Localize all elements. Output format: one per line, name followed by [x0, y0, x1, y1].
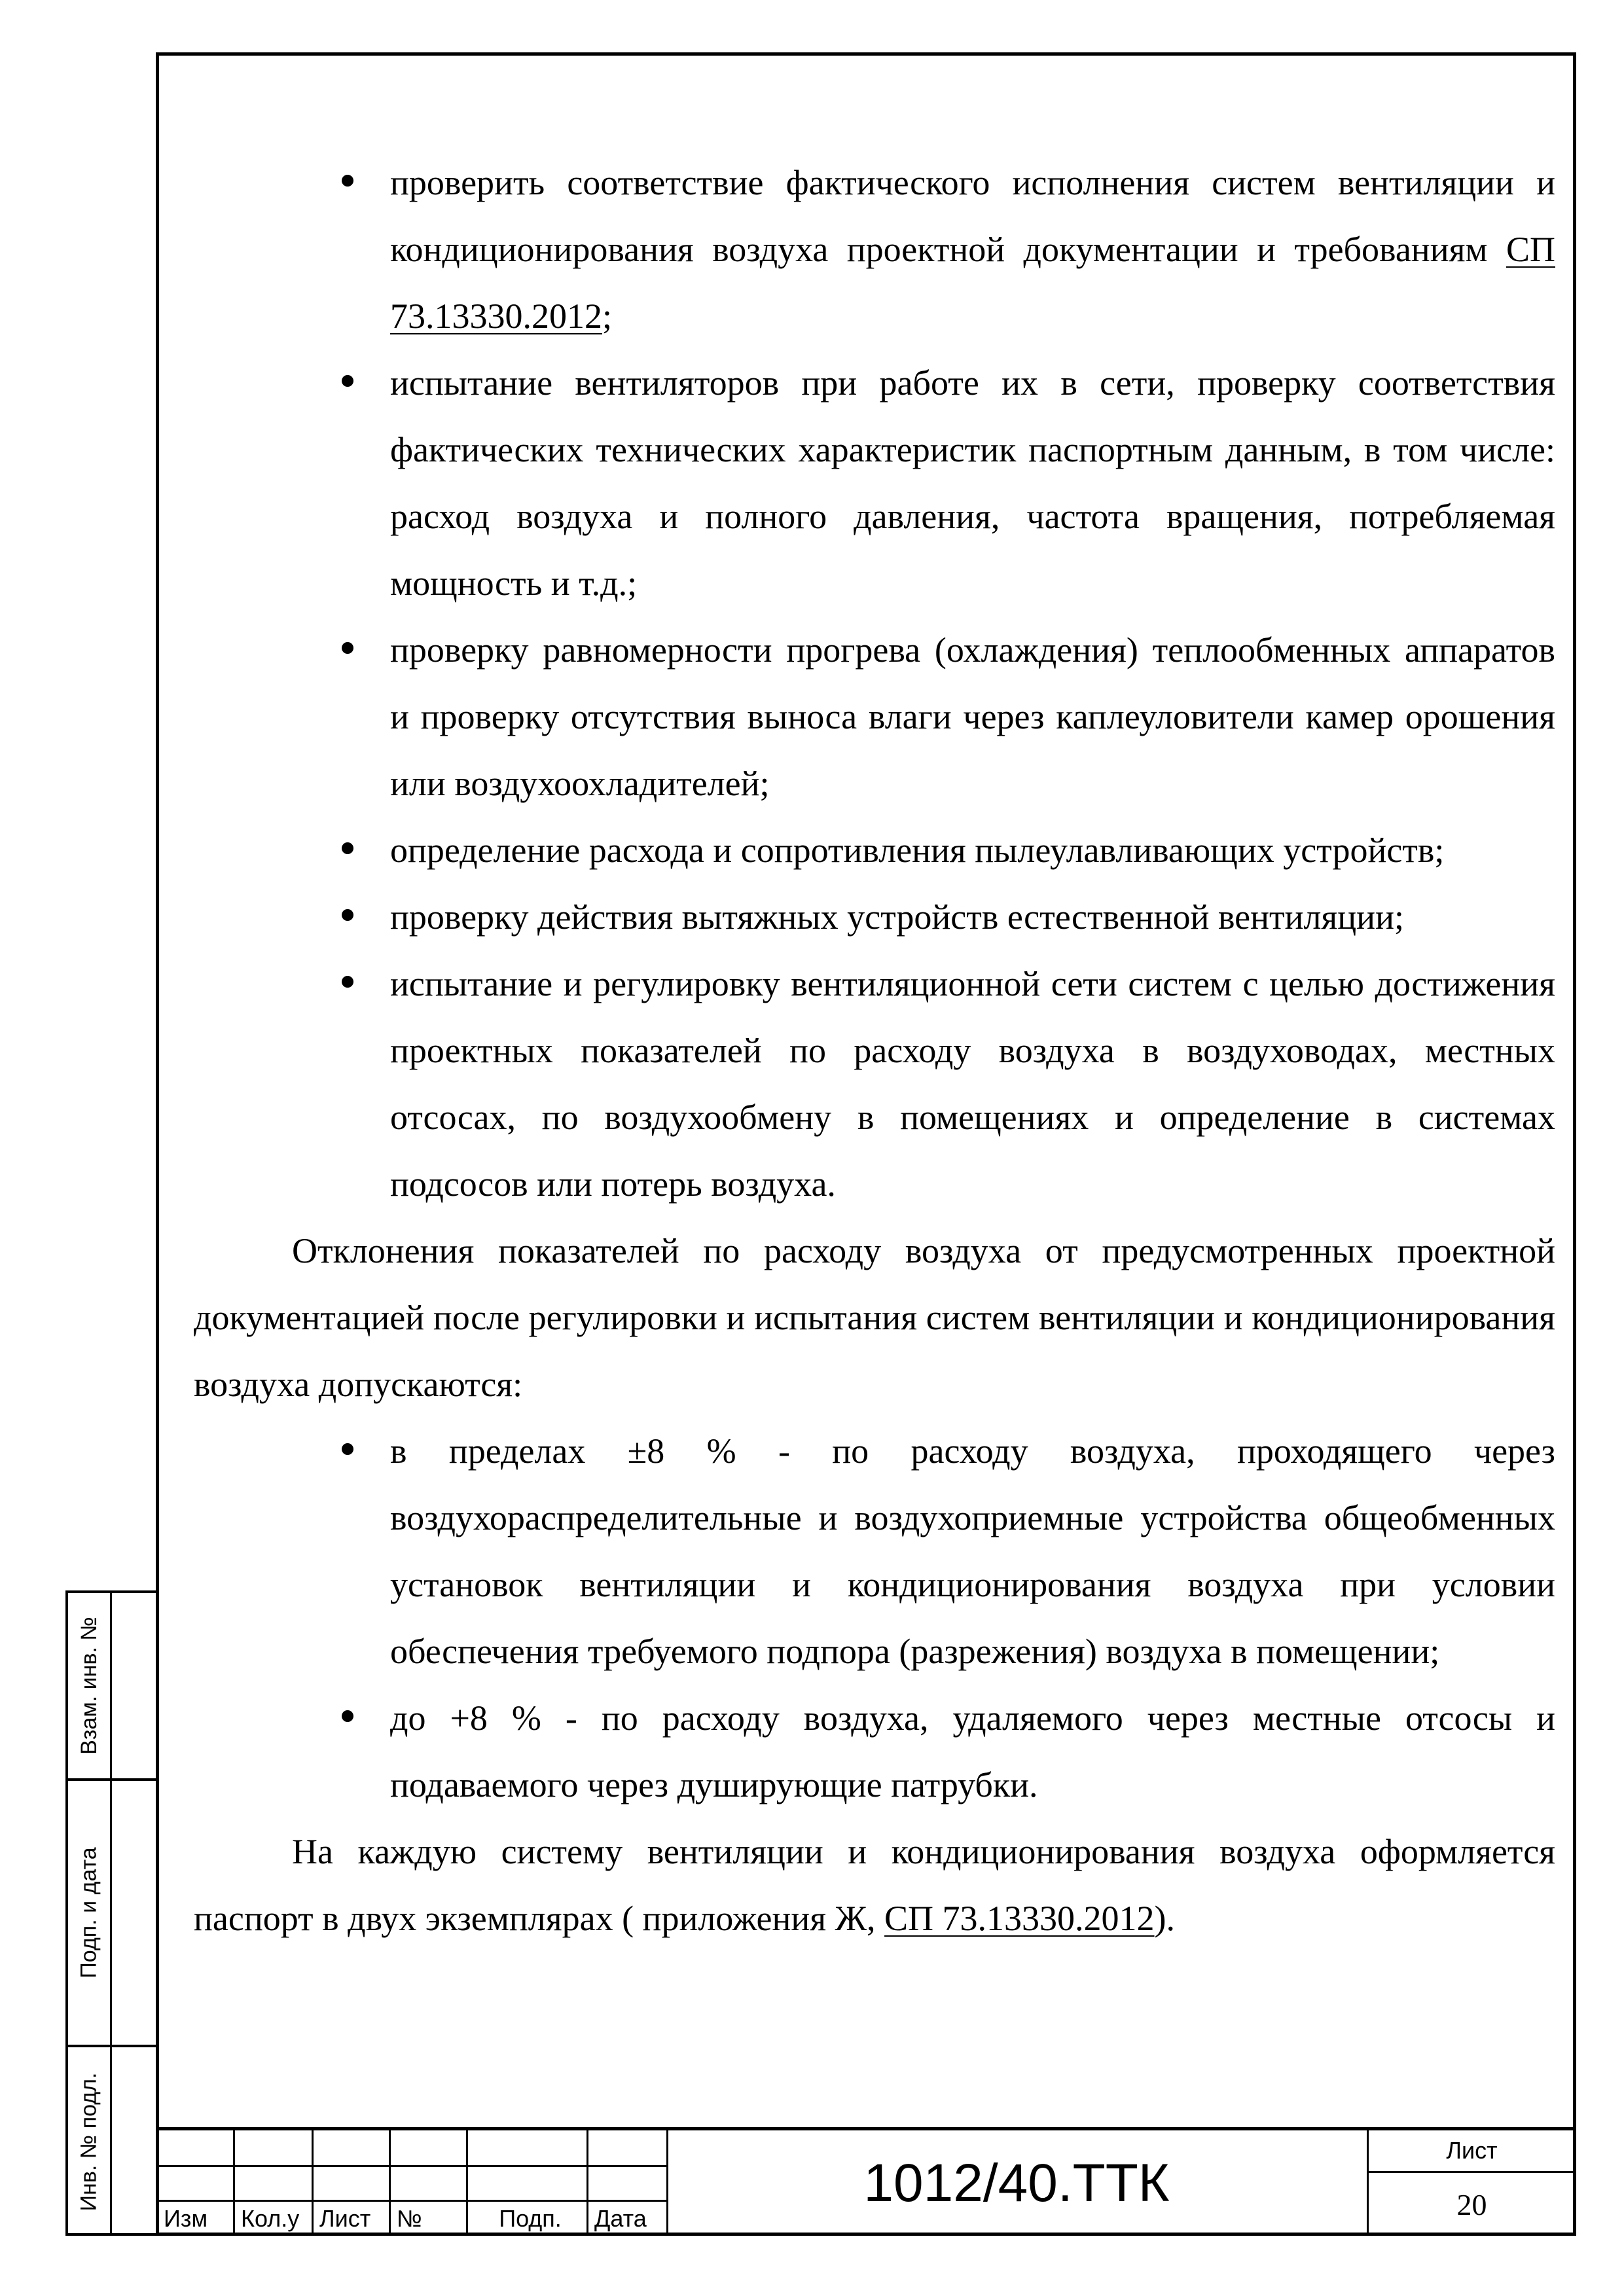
- standard-link[interactable]: СП 73.13330.2012: [390, 230, 1555, 336]
- bullet-list-tolerances: [194, 1418, 1555, 1818]
- document-code: 1012/40.ТТК: [863, 2153, 1170, 2213]
- document-body: [194, 149, 1555, 1952]
- list-item: в пределах ±8 % - по расходу воздуха, проходящего через воздухораспределительные и воздухоприемные устройства общеобменных установок вентиляции и кондиционирования воздуха при условии обеспечения требуемого подпора (разрежения) воздуха в помещении;: [390, 1418, 1555, 1685]
- list-item: проверку действия вытяжных устройств естественной вентиляции;: [390, 884, 1555, 950]
- stamp-header-count: Кол.у: [241, 2204, 300, 2232]
- side-strip: [65, 1590, 156, 2236]
- side-label-replacement: Взам. инв. №: [76, 1617, 101, 1755]
- paragraph-passport: На каждую систему вентиляции и кондиционирования воздуха оформляется паспорт в двух экземплярах ( приложения Ж, СП 73.13330.2012).: [194, 1832, 1555, 1938]
- stamp-header-number: №: [397, 2204, 422, 2232]
- stamp-row-line: [156, 2165, 666, 2167]
- list-item: определение расхода и сопротивления пылеулавливающих устройств;: [390, 817, 1555, 884]
- title-block: [156, 2127, 1576, 2236]
- side-label-signature-date: Подп. и дата: [76, 1847, 101, 1979]
- sheet-label: Лист: [1369, 2130, 1575, 2173]
- stamp-header-change: Изм: [164, 2204, 208, 2232]
- standard-link[interactable]: СП 73.13330.2012: [884, 1899, 1155, 1938]
- list-item: до +8 % - по расходу воздуха, удаляемого через местные отсосы и подаваемого через душирующие патрубки.: [390, 1685, 1555, 1818]
- bullet-list-checks: [194, 149, 1555, 1217]
- stamp-header-date: Дата: [594, 2204, 647, 2232]
- side-label-original-inventory: Инв. № подл.: [76, 2072, 101, 2211]
- list-item: проверить соответствие фактического исполнения систем вентиляции и кондиционирования воздуха проектной документации и требованиям СП 73.13330.2012;: [390, 149, 1555, 350]
- stamp-header-signature: Подп.: [499, 2204, 562, 2232]
- list-item: испытание и регулировку вентиляционной сети систем с целью достижения проектных показателей по расходу воздуха в воздуховодах, местных отсосах, по воздухообмену в помещениях и определение в системах подсосов или потерь воздуха.: [390, 950, 1555, 1217]
- list-item: испытание вентиляторов при работе их в сети, проверку соответствия фактических технических характеристик паспортным данным, в том числе: расход воздуха и полного давления, частота вращения, потребляемая мощность и т.д.;: [390, 350, 1555, 617]
- side-divider: [110, 1593, 112, 2233]
- list-item: проверку равномерности прогрева (охлаждения) теплообменных аппаратов и проверку отсутствия выноса влаги через каплеуловители камер орошения или воздухоохладителей;: [390, 617, 1555, 817]
- stamp-header-sheet: Лист: [319, 2204, 371, 2232]
- sheet-number-box: [1367, 2130, 1575, 2236]
- paragraph-deviations: Отклонения показателей по расходу воздуха от предусмотренных проектной документацией после регулировки и испытания систем вентиляции и кондиционирования воздуха допускаются:: [194, 1231, 1555, 1404]
- sheet-number: 20: [1456, 2187, 1487, 2221]
